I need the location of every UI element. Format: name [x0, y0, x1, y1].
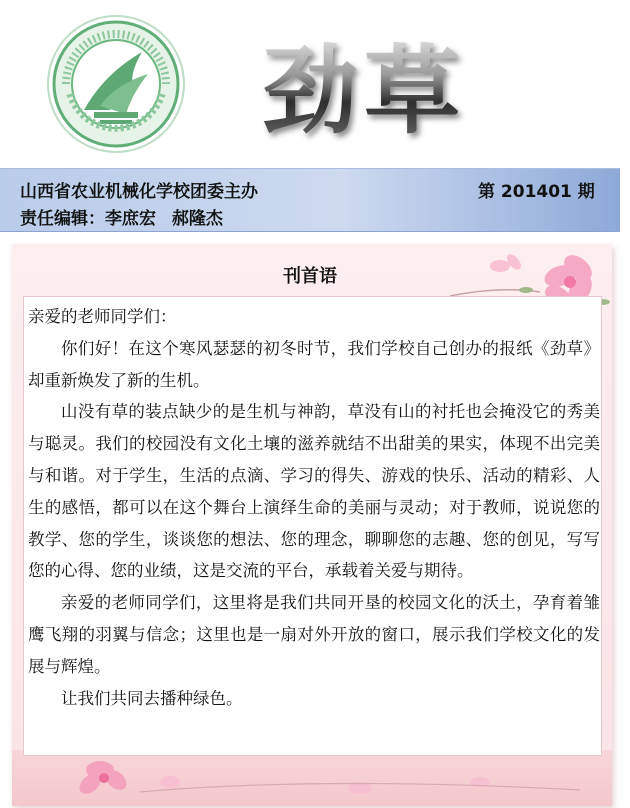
- editor-name-2: 郝隆杰: [171, 209, 223, 229]
- article-greeting: 亲爱的老师同学们：: [28, 307, 177, 326]
- issue-number: 第 201401 期: [478, 182, 595, 202]
- article-body: [28, 301, 600, 714]
- organizer-text: 山西省农业机械化学校团委主办: [20, 182, 258, 202]
- article-paragraph: 亲爱的老师同学们，这里将是我们共同开垦的校园文化的沃土，孕育着雏鹰飞翔的羽翼与信念；这里也是一扇对外开放的窗口，展示我们学校文化的发展与辉煌。: [28, 593, 600, 676]
- newspaper-title: 劲草: [262, 36, 582, 146]
- article-paragraph: 让我们共同去播种绿色。: [61, 688, 243, 708]
- school-logo-seal: [44, 14, 188, 154]
- editor-label: 责任编辑：李庶宏: [20, 209, 156, 229]
- editors-line: [20, 204, 233, 229]
- article-paragraph: 山没有草的装点缺少的是生机与神韵，草没有山的衬托也会掩没它的秀美与聪灵。我们的校园没有文化土壤的滋养就结不出甜美的果实，体现不出完美与和谐。对于学生，生活的点滴、学习的得失、游戏的快乐、活动的精彩、人生的感悟，都可以在这个舞台上演绎生命的美丽与灵动；对于教师，说说您的教学、您的学生，谈谈您的想法、您的理念，聊聊您的志趣、您的创见，写写您的心得、您的业绩，这是交流的平台，承载着关爱与期待。: [28, 402, 600, 581]
- header-band: [0, 168, 620, 232]
- article-heading: 刊首语: [283, 266, 337, 287]
- article-paragraph: 你们好！在这个寒风瑟瑟的初冬时节，我们学校自己创办的报纸《劲草》却重新焕发了新的生机。: [28, 338, 600, 390]
